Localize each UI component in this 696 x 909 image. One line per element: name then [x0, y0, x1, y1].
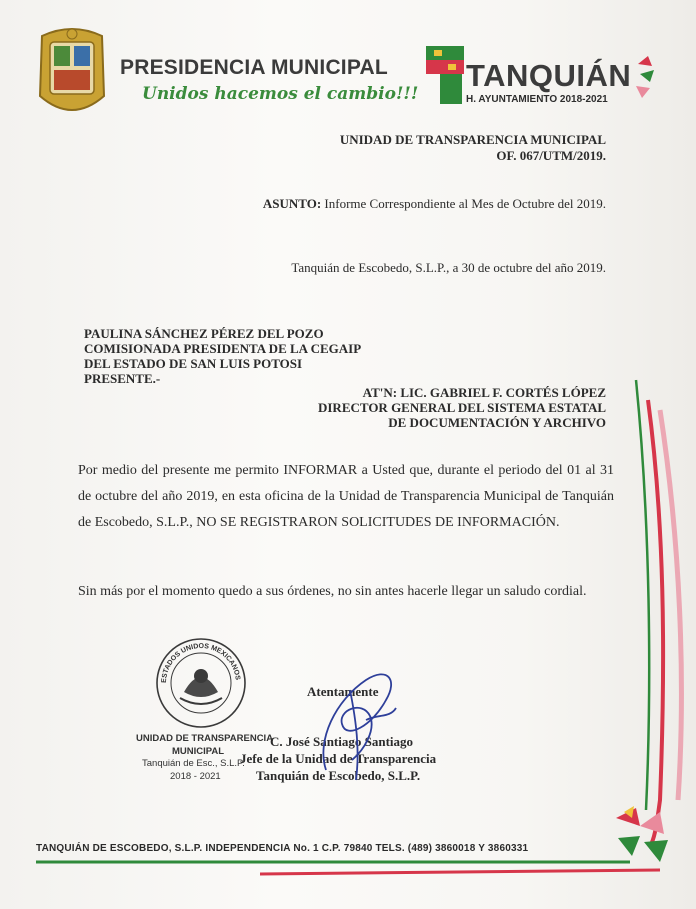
attn-department: DE DOCUMENTACIÓN Y ARCHIVO — [388, 415, 606, 430]
stamp-line-3: Tanquián de Esc., S.L.P. — [142, 758, 245, 769]
official-seal-stamp — [154, 636, 248, 730]
subject-label: ASUNTO: — [262, 196, 322, 211]
signer-position: Jefe de la Unidad de Transparencia — [240, 751, 437, 766]
body-paragraph-1: Por medio del presente me permito INFORMAR a Usted que, durante el periodo del 01 al 31 de octubre del año 2019, en esta oficina de la Unidad de Transparencia Municipal de Tanquián de Escobedo, S.L.P., NO SE REGISTRARON SOLICITUDES DE INFORMACIÓN. — [78, 463, 614, 530]
body-paragraph-2: Sin más por el momento quedo a sus órdenes, no sin antes hacerle llegar un saludo cordial. — [78, 584, 587, 599]
attn-name: AT'N: LIC. GABRIEL F. CORTÉS LÓPEZ — [362, 385, 606, 400]
municipal-crest-logo — [36, 26, 108, 120]
slogan: Unidos hacemos el cambio!!! — [142, 84, 419, 104]
recipient-presente: PRESENTE.- — [84, 371, 161, 386]
recipient-state: DEL ESTADO DE SAN LUIS POTOSI — [84, 356, 303, 371]
place-date: Tanquián de Escobedo, S.L.P., a 30 de octubre del año 2019. — [291, 260, 606, 275]
handwritten-signature — [306, 660, 406, 790]
stamp-line-2: MUNICIPAL — [172, 746, 225, 757]
recipient-title: COMISIONADA PRESIDENTA DE LA CEGAIP — [84, 341, 362, 356]
office-number: OF. 067/UTM/2019. — [496, 148, 606, 163]
ayuntamiento-subtitle: H. AYUNTAMIENTO 2018-2021 — [466, 94, 608, 105]
signer-place: Tanquián de Escobedo, S.L.P. — [256, 768, 421, 783]
recipient-name: PAULINA SÁNCHEZ PÉREZ DEL POZO — [84, 326, 324, 341]
subject-text: Informe Correspondiente al Mes de Octubre del 2019. — [324, 196, 606, 211]
presidencia-title: PRESIDENCIA MUNICIPAL — [120, 56, 388, 79]
subject-line — [263, 196, 606, 212]
stamp-line-1: UNIDAD DE TRANSPARENCIA — [136, 733, 274, 744]
attn-position: DIRECTOR GENERAL DEL SISTEMA ESTATAL — [317, 400, 606, 415]
seal-ring-text: ESTADOS UNIDOS MEXICANOS — [160, 642, 241, 684]
footer-address: TANQUIÁN DE ESCOBEDO, S.L.P. INDEPENDENCIA No. 1 C.P. 79840 TELS. (489) 3860018 Y 3860331 — [36, 843, 529, 854]
unit-name: UNIDAD DE TRANSPARENCIA MUNICIPAL — [339, 132, 606, 147]
stamp-line-4: 2018 - 2021 — [170, 771, 221, 782]
signer-name: C. José Santiago Santiago — [270, 734, 414, 749]
tanquian-logo-text: TANQUIÁN — [466, 58, 632, 93]
closing-salutation: Atentamente — [307, 684, 379, 699]
